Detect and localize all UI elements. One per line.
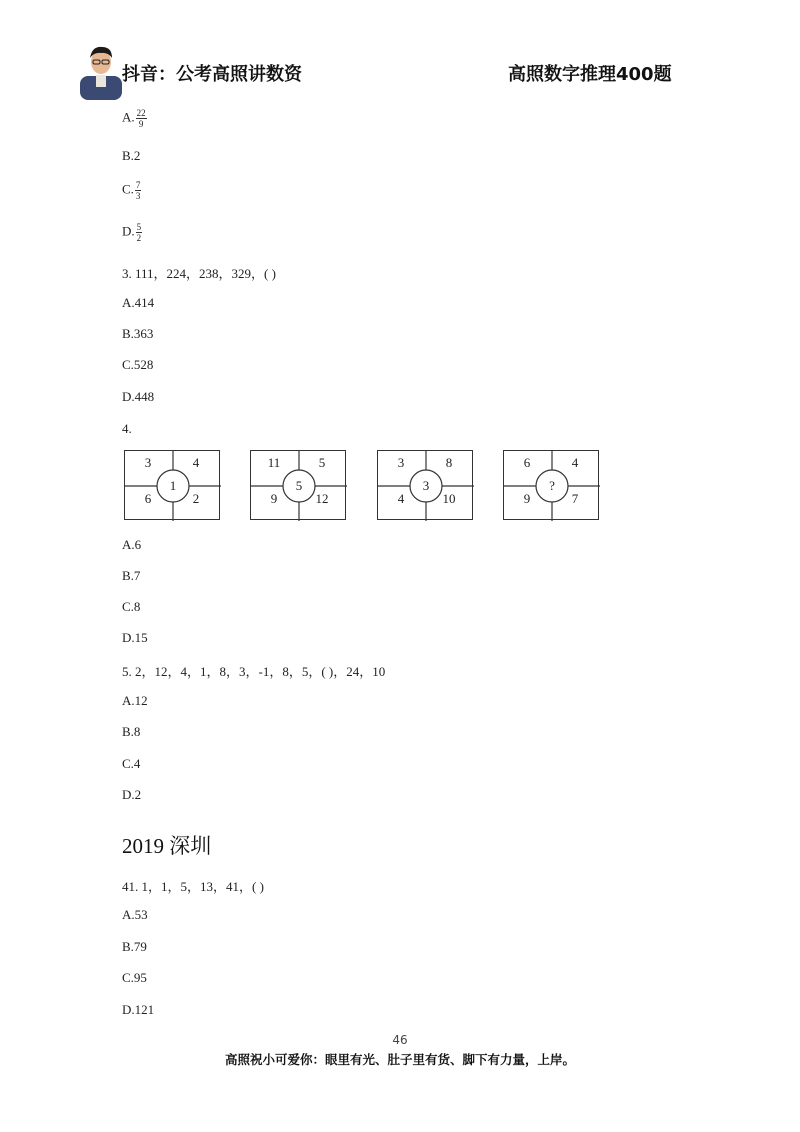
q4-figure-1 xyxy=(124,450,220,520)
q3-option-a: A.414 xyxy=(122,295,155,310)
q4-option-a: A.6 xyxy=(122,537,142,552)
figure-bottom-right: 2 xyxy=(192,491,200,506)
q2-option-a: A. $\frac{22}{9}$ xyxy=(122,108,146,129)
author-avatar xyxy=(78,42,124,100)
q41-question: 41. 1，1，5，13，41，( ) xyxy=(122,879,264,894)
figure-top-right: 4 xyxy=(192,455,200,470)
figure-bottom-right: 10 xyxy=(442,491,456,506)
figure-center: ? xyxy=(549,478,555,493)
q3-option-c: C.528 xyxy=(122,357,154,372)
q5-option-a: A.12 xyxy=(122,693,148,708)
fraction: $\frac{22}{9}$ xyxy=(136,108,146,129)
q3-option-b: B.363 xyxy=(122,326,154,341)
fraction: $\frac{5}{2}$ xyxy=(136,222,142,243)
figure-top-right: 5 xyxy=(318,455,326,470)
q4-option-d: D.15 xyxy=(122,630,148,645)
figure-bottom-left: 6 xyxy=(144,491,152,506)
section-title: 2019 深圳 xyxy=(122,834,212,858)
q4-question: 4. xyxy=(122,421,132,436)
figure-top-right: 4 xyxy=(571,455,579,470)
q41-option-d: D.121 xyxy=(122,1002,155,1017)
figure-top-left: 6 xyxy=(523,455,531,470)
figure-bottom-right: 12 xyxy=(315,491,329,506)
figure-center: 5 xyxy=(295,478,303,493)
figure-top-left: 11 xyxy=(267,455,281,470)
q2-option-d: D. $\frac{5}{2}$ xyxy=(122,222,142,243)
q41-option-b: B.79 xyxy=(122,939,147,954)
q4-option-b: B.7 xyxy=(122,568,141,583)
figure-center: 1 xyxy=(169,478,177,493)
figure-top-right: 8 xyxy=(445,455,453,470)
figure-bottom-left: 4 xyxy=(397,491,405,506)
figure-top-left: 3 xyxy=(397,455,405,470)
q2-option-b: B.2 xyxy=(122,148,141,163)
q2-option-c: C. $\frac{7}{3}$ xyxy=(122,180,141,201)
q41-option-c: C.95 xyxy=(122,970,147,985)
header-channel-title: 抖音：公考高照讲数资 xyxy=(122,64,302,85)
q5-option-b: B.8 xyxy=(122,724,141,739)
q41-option-a: A.53 xyxy=(122,907,148,922)
q4-figure-3 xyxy=(377,450,473,520)
q5-option-c: C.4 xyxy=(122,756,141,771)
figure-bottom-left: 9 xyxy=(270,491,278,506)
figure-bottom-left: 9 xyxy=(523,491,531,506)
figure-bottom-right: 7 xyxy=(571,491,579,506)
header-book-title: 高照数字推理400题 xyxy=(508,64,672,85)
figure-center: 3 xyxy=(422,478,430,493)
q5-option-d: D.2 xyxy=(122,787,142,802)
page-number: 46 xyxy=(392,1033,408,1047)
q5-question: 5. 2，12，4，1，8，3，-1，8，5，( )，24，10 xyxy=(122,664,386,679)
q3-question: 3. 111，224，238，329，( ) xyxy=(122,266,276,281)
q4-figure-4 xyxy=(503,450,599,520)
q4-option-c: C.8 xyxy=(122,599,141,614)
footer-slogan: 高照祝小可爱你：眼里有光、肚子里有货、脚下有力量，上岸。 xyxy=(224,1052,575,1067)
q4-figure-2 xyxy=(250,450,346,520)
figure-top-left: 3 xyxy=(144,455,152,470)
q3-option-d: D.448 xyxy=(122,389,155,404)
fraction: $\frac{7}{3}$ xyxy=(135,180,141,201)
